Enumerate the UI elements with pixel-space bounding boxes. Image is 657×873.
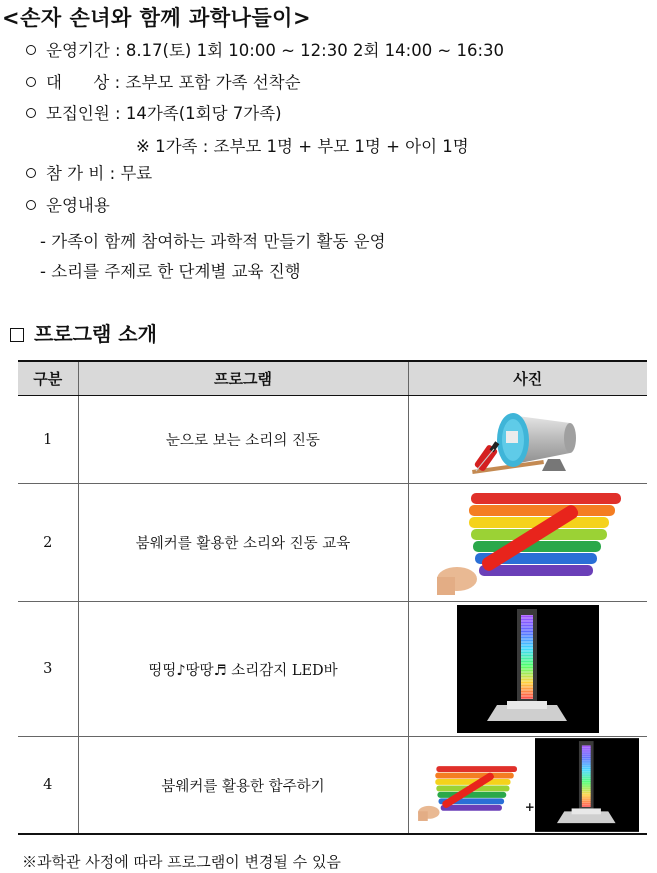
table-row xyxy=(18,396,647,484)
boomwhacker-tubes-photo xyxy=(417,762,517,824)
info-target xyxy=(26,72,301,94)
program-name: 붐웨커를 활용한 합주하기 xyxy=(78,737,408,835)
footnote: ※과학관 사정에 따라 프로그램이 변경될 수 있음 xyxy=(22,853,341,871)
program-name: 눈으로 보는 소리의 진동 xyxy=(78,396,408,484)
checkbox-square-icon xyxy=(10,328,24,342)
sound-vibration-device-photo xyxy=(458,401,598,479)
info-contents xyxy=(26,195,110,217)
info-period xyxy=(26,40,504,62)
info-label: 대 상 xyxy=(46,73,110,92)
section-title: 프로그램 소개 xyxy=(34,322,157,346)
table-header-row xyxy=(18,361,647,396)
page-title: <손자 손녀와 함께 과학나들이> xyxy=(2,6,312,30)
info-label: 참 가 비 xyxy=(46,164,105,183)
info-value: : 14가족(1회당 7가족) xyxy=(115,104,282,123)
header-photo: 사진 xyxy=(408,361,647,396)
program-table xyxy=(18,360,647,835)
program-name: 붐웨커를 활용한 소리와 진동 교육 xyxy=(78,484,408,602)
circle-bullet-icon xyxy=(26,77,36,87)
info-label: 운영기간 xyxy=(46,41,110,60)
content-item: - 소리를 주제로 한 단계별 교육 진행 xyxy=(40,262,301,281)
family-note: ※ 1가족 : 조부모 1명 + 부모 1명 + 아이 1명 xyxy=(136,137,469,156)
header-division: 구분 xyxy=(18,361,78,396)
info-value: : 무료 xyxy=(109,164,153,183)
circle-bullet-icon xyxy=(26,108,36,118)
circle-bullet-icon xyxy=(26,168,36,178)
table-row xyxy=(18,484,647,602)
header-program: 프로그램 xyxy=(78,361,408,396)
info-value: : 조부모 포함 가족 선착순 xyxy=(114,73,301,92)
row-number: 3 xyxy=(18,602,78,737)
photo-cell xyxy=(408,484,647,602)
info-recruit xyxy=(26,103,282,125)
row-number: 2 xyxy=(18,484,78,602)
table-row xyxy=(18,737,647,835)
photo-cell xyxy=(408,737,647,835)
plus-sign: + xyxy=(524,800,535,814)
boomwhacker-tubes-photo xyxy=(435,487,621,599)
photo-cell xyxy=(408,396,647,484)
row-number: 4 xyxy=(18,737,78,835)
photo-cell xyxy=(408,602,647,737)
program-name: 띵띵♪땅땅♬ 소리감지 LED바 xyxy=(78,602,408,737)
led-bar-photo xyxy=(535,738,639,832)
info-label: 모집인원 xyxy=(46,104,110,123)
row-number: 1 xyxy=(18,396,78,484)
content-item: - 가족이 함께 참여하는 과학적 만들기 활동 운영 xyxy=(40,232,386,251)
info-label: 운영내용 xyxy=(46,196,110,215)
info-fee xyxy=(26,163,152,185)
table-row xyxy=(18,602,647,737)
circle-bullet-icon xyxy=(26,45,36,55)
led-bar-photo xyxy=(457,605,599,733)
photo-combo xyxy=(417,738,639,832)
info-value: : 8.17(토) 1회 10:00 ~ 12:30 2회 14:00 ~ 16:30 xyxy=(115,41,505,60)
circle-bullet-icon xyxy=(26,200,36,210)
section-heading xyxy=(10,318,157,347)
